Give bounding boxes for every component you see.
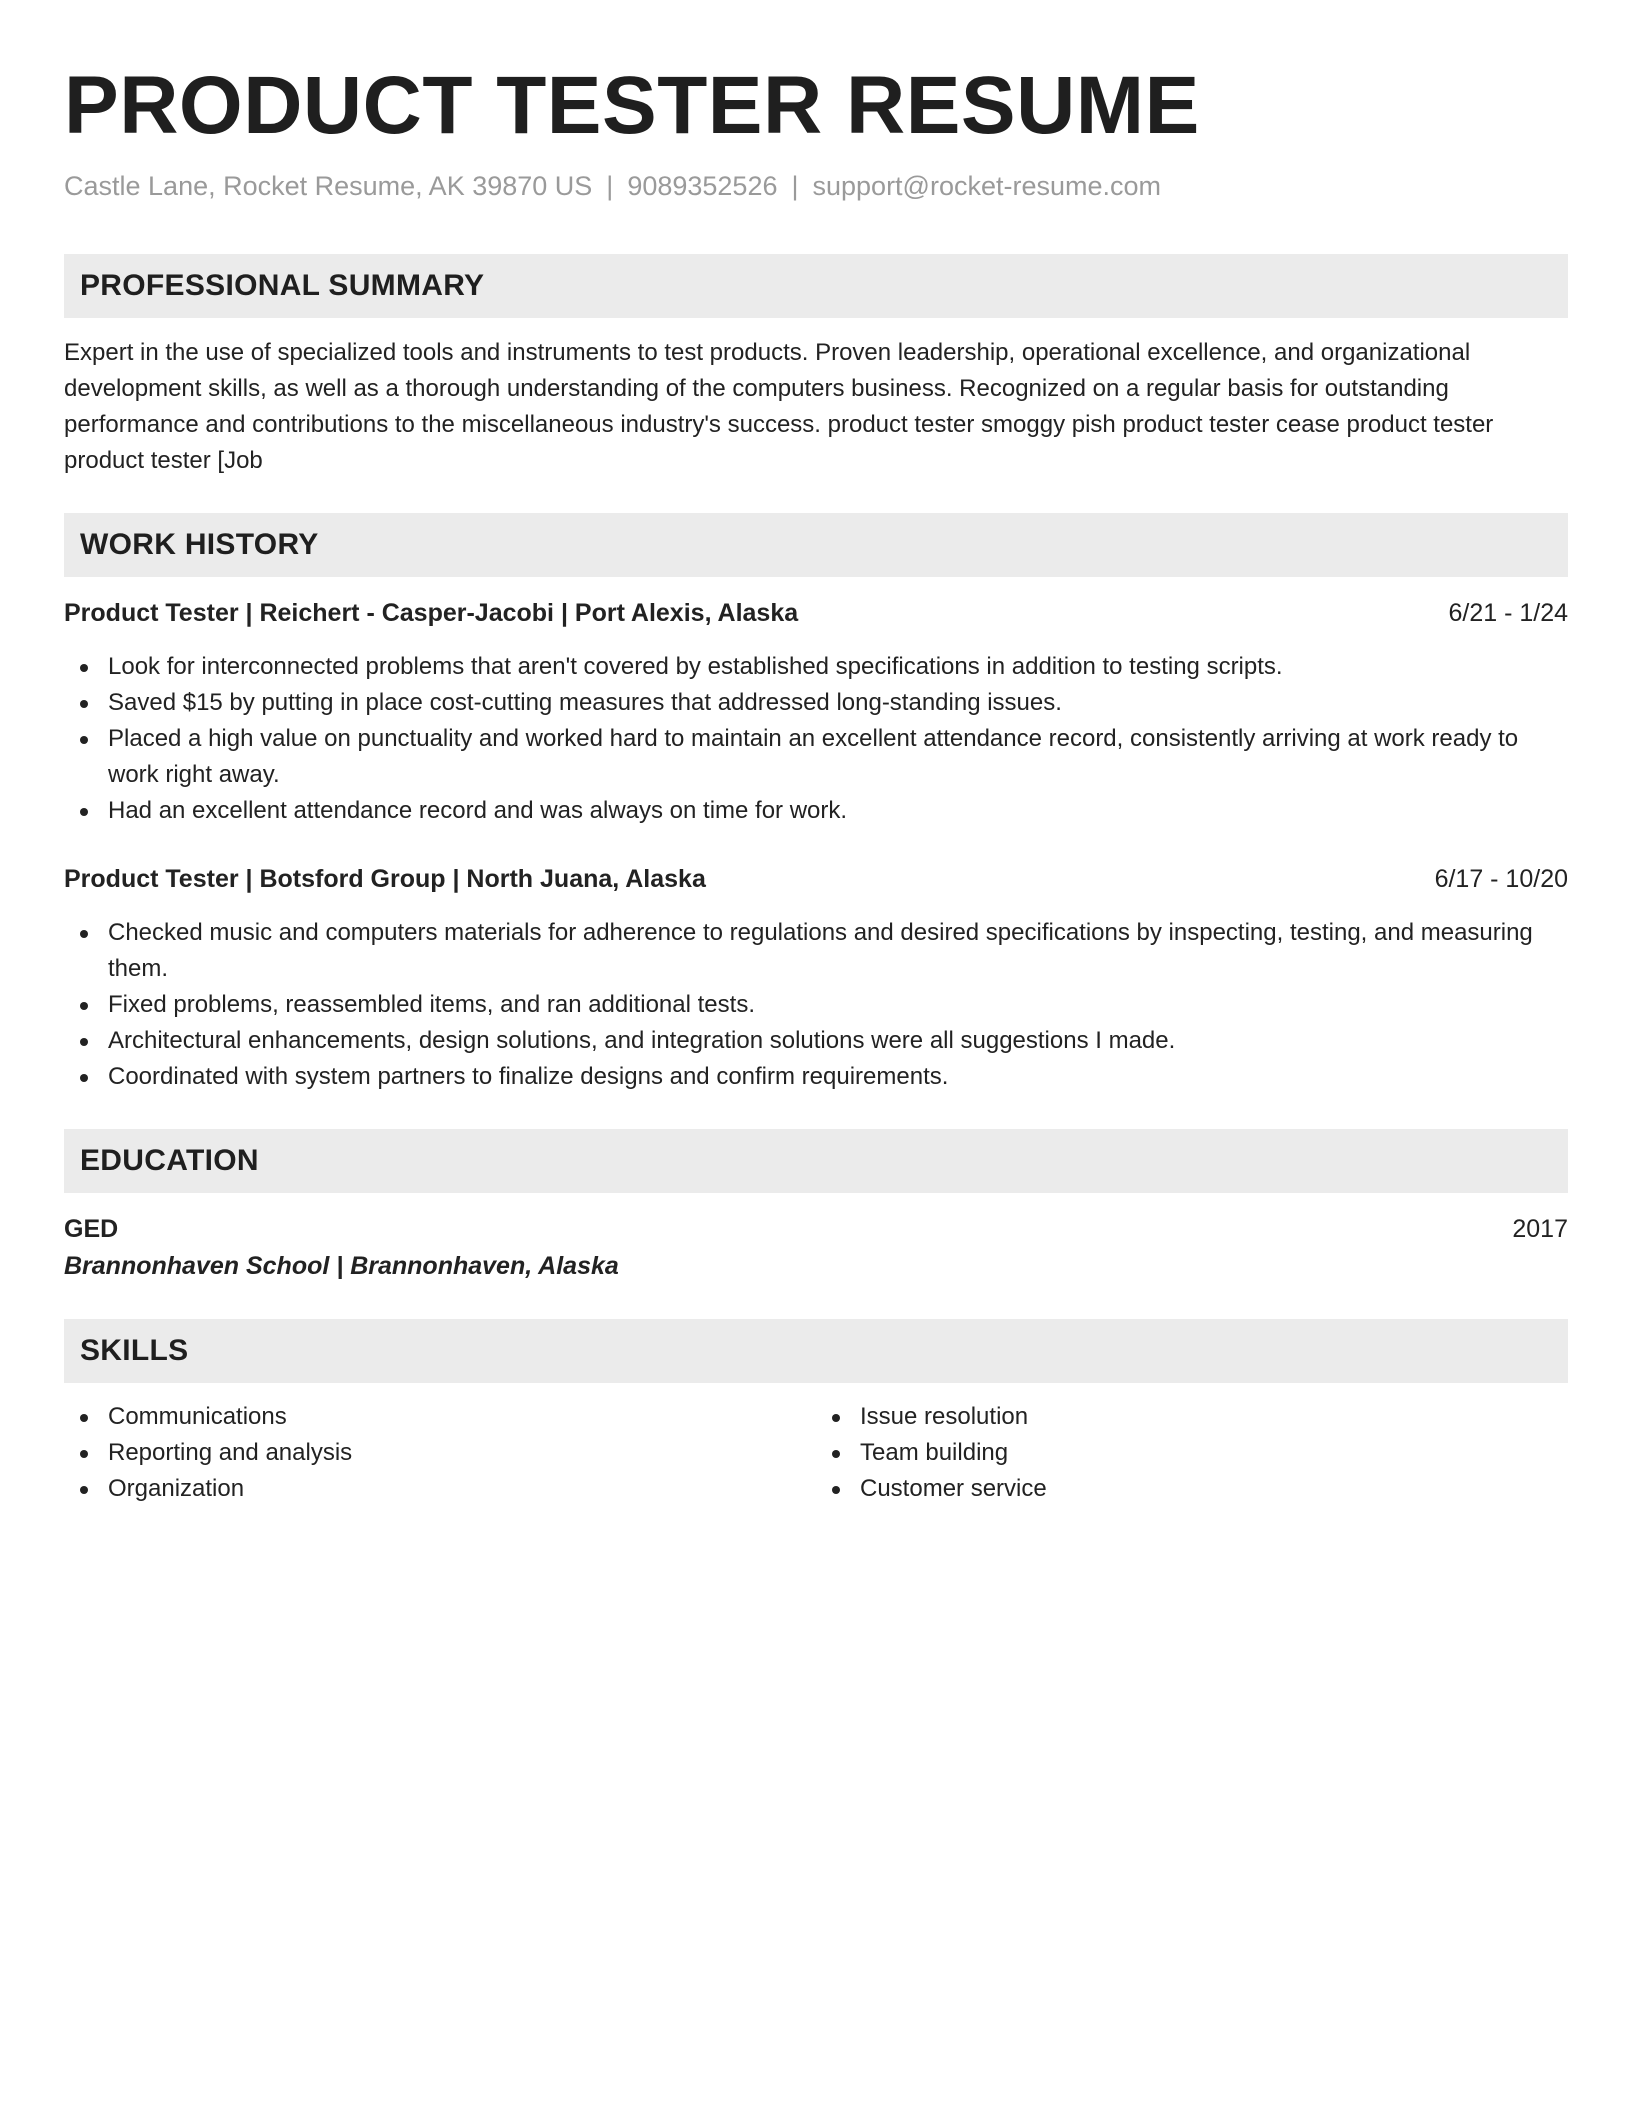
job-dates: 6/17 - 10/20 [1434,865,1568,893]
job-bullet: Had an excellent attendance record and was always on time for work. [64,793,1568,829]
contact-separator: | [791,171,799,201]
job-dates: 6/21 - 1/24 [1448,599,1568,627]
skills-list [64,1399,1568,1507]
skill-item: Reporting and analysis [64,1435,816,1471]
job-entry [64,861,1568,1095]
contact-separator: | [606,171,614,201]
contact-phone: 9089352526 [627,171,778,201]
job-bullet: Checked music and computers materials for adherence to regulations and desired specifications by inspecting, testing, and measuring them. [64,915,1568,987]
skill-item: Issue resolution [816,1399,1568,1435]
job-entry [64,595,1568,829]
skill-item: Team building [816,1435,1568,1471]
education-header [64,1211,1568,1247]
section-header-summary [64,254,1568,318]
job-title: Product Tester | Reichert - Casper-Jacobi | Port Alexis, Alaska [64,599,799,627]
skill-item: Communications [64,1399,816,1435]
job-bullet: Fixed problems, reassembled items, and ran additional tests. [64,987,1568,1023]
skills-column-left [64,1399,816,1507]
education-degree: GED [64,1215,119,1243]
job-bullet: Saved $15 by putting in place cost-cutting measures that addressed long-standing issues. [64,685,1568,721]
section-title-education: EDUCATION [80,1144,259,1177]
education-year: 2017 [1512,1215,1568,1243]
summary-text: Expert in the use of specialized tools and instruments to test products. Proven leadership, operational excellence, and organizational development skills, as well as a thorough understanding of the computers business. Recognized on a regular basis for outstanding performance and contributions to the miscellaneous industry's success. product tester smoggy pish product tester cease product tester product tester [Job [64,339,1494,474]
job-title: Product Tester | Botsford Group | North Juana, Alaska [64,865,706,893]
contact-line [64,168,1568,204]
job-bullet: Look for interconnected problems that aren't covered by established specifications in addition to testing scripts. [64,649,1568,685]
job-bullet: Coordinated with system partners to finalize designs and confirm requirements. [64,1059,1568,1095]
skills-column-right [816,1399,1568,1507]
job-header [64,595,1568,631]
resume-title: PRODUCT TESTER RESUME [64,60,1200,151]
job-bullet: Architectural enhancements, design solutions, and integration solutions were all suggestions I made. [64,1023,1568,1059]
contact-address: Castle Lane, Rocket Resume, AK 39870 US [64,171,593,201]
education-entry [64,1211,1568,1285]
job-bullets [64,649,1568,829]
education-school: Brannonhaven School | Brannonhaven, Alaska [64,1252,619,1280]
skill-item: Organization [64,1471,816,1507]
section-title-work-history: WORK HISTORY [80,528,319,561]
section-header-education [64,1129,1568,1193]
section-header-skills [64,1319,1568,1383]
job-header [64,861,1568,897]
section-title-skills: SKILLS [80,1334,189,1367]
job-bullets [64,915,1568,1095]
contact-email: support@rocket-resume.com [812,171,1162,201]
job-bullet: Placed a high value on punctuality and worked hard to maintain an excellent attendance record, consistently arriving at work ready to work right away. [64,721,1568,793]
skill-item: Customer service [816,1471,1568,1507]
section-title-summary: PROFESSIONAL SUMMARY [80,269,485,302]
section-header-work-history [64,513,1568,577]
